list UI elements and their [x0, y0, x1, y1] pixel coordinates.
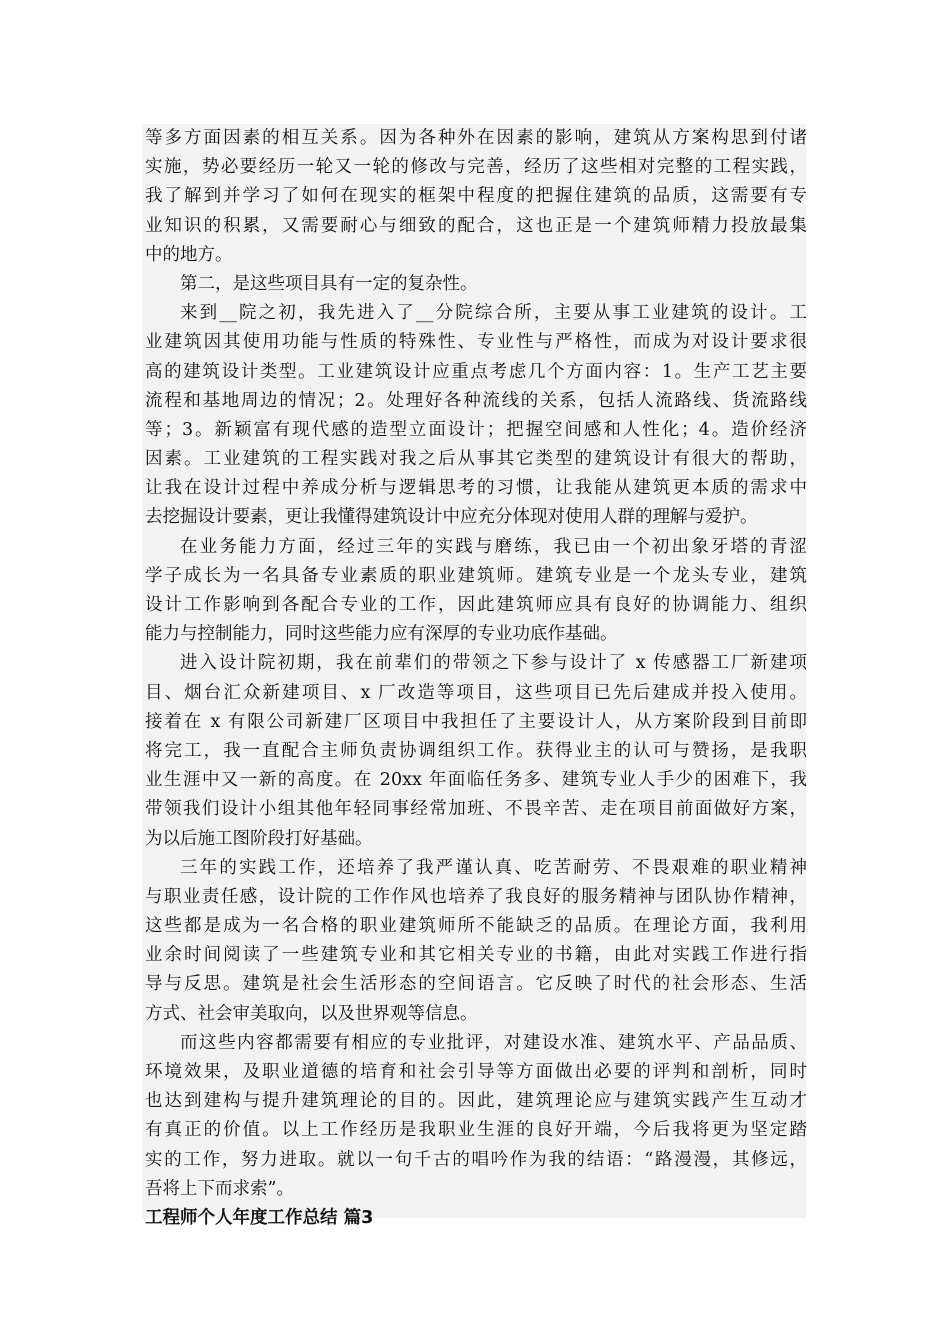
text-line: 中的地方。	[145, 244, 233, 265]
paragraph-3	[145, 299, 807, 533]
text-line: 因素。工业建筑的工程实践对我之后从事其它类型的建筑设计有很大的帮助，	[145, 449, 807, 470]
text-line: 进入设计院初期，我在前辈们的带领之下参与设计了 x 传感器工厂新建项	[180, 653, 807, 674]
text-line: 而这些内容都需要有相应的专业批评，对建设水准、建筑水平、产品品质、	[180, 1032, 807, 1053]
text-line: 实的工作，努力进取。就以一句千古的唱吟作为我的结语：“路漫漫，其修远，	[145, 1149, 807, 1170]
text-line: 在业务能力方面，经过三年的实践与磨练，我已由一个初出象牙塔的青涩	[180, 536, 807, 557]
text-line: 业生涯中又一新的高度。在 20xx 年面临任务多、建筑专业人手少的困难下，我	[145, 770, 807, 791]
paragraph-4	[145, 533, 807, 650]
text-line: 能力与控制能力，同时这些能力应有深厚的专业功底作基础。	[145, 624, 618, 645]
text-line: 与职业责任感，设计院的工作作风也培养了我良好的服务精神与团队协作精神，	[145, 886, 807, 907]
paragraph-6	[145, 854, 807, 1029]
text-line: 来到__院之初，我先进入了__分院综合所，主要从事工业建筑的设计。工	[180, 303, 807, 324]
text-line: 目、烟台汇众新建项目、x 厂改造等项目，这些项目已先后建成并投入使用。	[145, 682, 807, 703]
text-line: 流程和基地周边的情况；2。处理好各种流线的关系，包括人流路线、货流路线	[145, 390, 807, 411]
text-line: 这些都是成为一名合格的职业建筑师所不能缺乏的品质。在理论方面，我利用	[145, 916, 807, 937]
text-line: 接着在 x 有限公司新建厂区项目中我担任了主要设计人，从方案阶段到目前即	[145, 711, 807, 732]
text-line: 业建筑因其使用功能与性质的特殊性、专业性与严格性，而成为对设计要求很	[145, 332, 807, 353]
text-line: 高的建筑设计类型。工业建筑设计应重点考虑几个方面内容：1。生产工艺主要	[145, 361, 807, 382]
text-line: 学子成长为一名具备专业素质的职业建筑师。建筑专业是一个龙头专业，建筑	[145, 565, 807, 586]
text-line: 吾将上下而求索”。	[145, 1178, 294, 1199]
section-heading: 工程师个人年度工作总结 篇3	[145, 1207, 374, 1228]
text-line: 导与反思。建筑是社会生活形态的空间语言。它反映了时代的社会形态、生活	[145, 974, 807, 995]
text-line: 方式、社会审美取向，以及世界观等信息。	[145, 1003, 478, 1024]
text-line: 让我在设计过程中养成分析与逻辑思考的习惯，让我能从建筑更本质的需求中	[145, 478, 807, 499]
paragraph-7	[145, 1029, 807, 1204]
paragraph-2	[145, 270, 807, 299]
text-line: 业知识的积累，又需要耐心与细致的配合，这也正是一个建筑师精力投放最集	[145, 215, 807, 236]
text-line: 业余时间阅读了一些建筑专业和其它相关专业的书籍，由此对实践工作进行指	[145, 945, 807, 966]
paragraph-1	[145, 124, 807, 270]
text-line: 三年的实践工作，还培养了我严谨认真、吃苦耐劳、不畏艰难的职业精神	[180, 857, 807, 878]
text-line: 设计工作影响到各配合专业的工作，因此建筑师应具有良好的协调能力、组织	[145, 595, 807, 615]
text-line: 等；3。新颖富有现代感的造型立面设计；把握空间感和人性化；4。造价经济	[145, 419, 807, 440]
paragraph-5	[145, 649, 807, 853]
text-line: 也达到建构与提升建筑理论的目的。因此，建筑理论应与建筑实践产生互动才	[145, 1091, 807, 1112]
text-line: 去挖掘设计要素，更让我懂得建筑设计中应充分体现对使用人群的理解与爱护。	[145, 507, 758, 528]
text-line: 有真正的价值。以上工作经历是我职业生涯的良好开端，今后我将更为坚定踏	[145, 1120, 807, 1141]
document-body	[145, 124, 807, 1233]
text-line: 实施，势必要经历一轮又一轮的修改与完善，经历了这些相对完整的工程实践，	[145, 157, 807, 178]
text-line: 第二，是这些项目具有一定的复杂性。	[180, 273, 478, 294]
text-line: 等多方面因素的相互关系。因为各种外在因素的影响，建筑从方案构思到付诸	[145, 128, 807, 148]
text-line: 将完工，我一直配合主师负责协调组织工作。获得业主的认可与赞扬，是我职	[145, 740, 807, 761]
text-line: 带领我们设计小组其他年轻同事经常加班、不畏辛苦、走在项目前面做好方案，	[145, 799, 807, 820]
text-line: 环境效果，及职业道德的培育和社会引导等方面做出必要的评判和剖析，同时	[145, 1062, 807, 1082]
text-line: 我了解到并学习了如何在现实的框架中程度的把握住建筑的品质，这需要有专	[145, 186, 807, 207]
text-line: 为以后施工图阶段打好基础。	[145, 828, 373, 849]
